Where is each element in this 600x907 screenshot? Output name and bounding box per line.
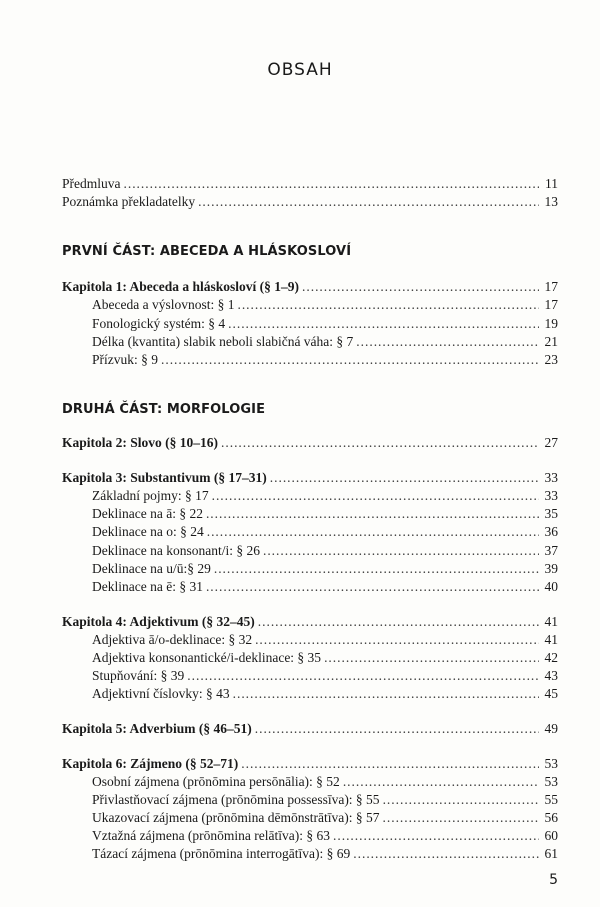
- toc-page: 60: [544, 828, 558, 843]
- toc-page: 45: [544, 686, 558, 701]
- toc-page: 27: [544, 435, 558, 450]
- toc-page: 33: [544, 470, 558, 485]
- toc-label: Deklinace na konsonant/i: § 26: [92, 543, 260, 558]
- toc-entry[interactable]: [92, 650, 558, 670]
- toc-entry[interactable]: [92, 828, 558, 848]
- toc-chapter-3[interactable]: [62, 470, 558, 490]
- toc-label: Adjektiva konsonantické/i-deklinace: § 35: [92, 650, 322, 665]
- toc-page: 61: [544, 846, 558, 861]
- toc-label: Deklinace na ē: § 31: [92, 579, 203, 594]
- toc-entry[interactable]: [92, 352, 558, 372]
- toc-label: Deklinace na u/ū:§ 29: [92, 561, 211, 576]
- toc-entry[interactable]: [92, 524, 558, 544]
- page-number: 5: [549, 872, 558, 888]
- toc-label: Abeceda a výslovnost: § 1: [92, 297, 235, 312]
- toc-label: Vztažná zájmena (prōnōmina relātīva): § 63: [92, 828, 331, 843]
- toc-page: 33: [544, 488, 558, 503]
- toc-page: 37: [544, 543, 558, 558]
- toc-entry[interactable]: [92, 506, 558, 526]
- toc-label: Poznámka překladatelky: [62, 194, 196, 209]
- toc-chapter-1[interactable]: [62, 279, 558, 299]
- toc-label: Kapitola 1: Abeceda a hláskosloví (§ 1–9): [62, 279, 300, 294]
- part-heading-2: DRUHÁ ČÁST: MORFOLOGIE: [62, 402, 266, 417]
- toc-entry[interactable]: [92, 316, 558, 336]
- toc-page: 19: [544, 316, 558, 331]
- toc-chapter-4[interactable]: [62, 614, 558, 634]
- toc-label: Kapitola 4: Adjektivum (§ 32–45): [62, 614, 255, 629]
- toc-entry[interactable]: [92, 297, 558, 317]
- toc-entry[interactable]: [92, 579, 558, 599]
- toc-entry[interactable]: [92, 792, 558, 812]
- toc-label: Deklinace na o: § 24: [92, 524, 204, 539]
- toc-label: Fonologický systém: § 4: [92, 316, 226, 331]
- toc-entry[interactable]: [92, 488, 558, 508]
- toc-label: Kapitola 3: Substantivum (§ 17–31): [62, 470, 267, 485]
- toc-chapter-6[interactable]: [62, 756, 558, 776]
- toc-page: 23: [544, 352, 558, 367]
- toc-entry[interactable]: [92, 561, 558, 581]
- toc-page: 56: [544, 810, 558, 825]
- toc-label: Přízvuk: § 9: [92, 352, 158, 367]
- toc-page: 35: [544, 506, 558, 521]
- toc-page: 41: [544, 614, 558, 629]
- toc-page: 39: [544, 561, 558, 576]
- toc-chapter-5[interactable]: [62, 721, 558, 741]
- toc-label: Tázací zájmena (prōnōmina interrogātīva): § 69: [92, 846, 351, 861]
- toc-label: Předmluva: [62, 176, 121, 191]
- toc-label: Přivlastňovací zájmena (prōnōmina possessīva): § 55: [92, 792, 380, 807]
- toc-label: Základní pojmy: § 17: [92, 488, 209, 503]
- toc-label: Adjektivní číslovky: § 43: [92, 686, 230, 701]
- toc-entry[interactable]: [92, 774, 558, 794]
- toc-page: 40: [544, 579, 558, 594]
- toc-entry[interactable]: [92, 686, 558, 706]
- toc-page: 17: [544, 297, 558, 312]
- toc-label: Deklinace na ā: § 22: [92, 506, 203, 521]
- toc-page: 49: [544, 721, 558, 736]
- toc-chapter-2[interactable]: [62, 435, 558, 455]
- toc-page: 11: [545, 176, 558, 191]
- toc-entry[interactable]: [92, 846, 558, 866]
- toc-page: 41: [544, 632, 558, 647]
- toc-page: 21: [544, 334, 558, 349]
- toc-page: 55: [544, 792, 558, 807]
- toc-entry[interactable]: [92, 810, 558, 830]
- toc-entry[interactable]: [92, 632, 558, 652]
- toc-entry[interactable]: [92, 668, 558, 688]
- toc-label: Stupňování: § 39: [92, 668, 185, 683]
- toc-label: Délka (kvantita) slabik neboli slabičná váha: § 7: [92, 334, 354, 349]
- toc-page: 42: [544, 650, 558, 665]
- toc-entry[interactable]: [92, 334, 558, 354]
- toc-entry[interactable]: [92, 543, 558, 563]
- toc-label: Adjektiva ā/o-deklinace: § 32: [92, 632, 253, 647]
- toc-label: Osobní zájmena (prōnōmina persōnālia): § 52: [92, 774, 340, 789]
- toc-page: 43: [544, 668, 558, 683]
- toc-page: 13: [544, 194, 558, 209]
- toc-entry-predmluva[interactable]: [62, 176, 558, 196]
- page-title: OBSAH: [267, 60, 333, 80]
- toc-label: Ukazovací zájmena (prōnōmina dēmōnstrātīva): § 57: [92, 810, 380, 825]
- part-heading-1: PRVNÍ ČÁST: ABECEDA A HLÁSKOSLOVÍ: [62, 244, 352, 259]
- toc-label: Kapitola 2: Slovo (§ 10–16): [62, 435, 219, 450]
- toc-label: Kapitola 5: Adverbium (§ 46–51): [62, 721, 252, 736]
- toc-page: 36: [544, 524, 558, 539]
- toc-page: 53: [544, 756, 558, 771]
- toc-page: 53: [544, 774, 558, 789]
- toc-page: 17: [544, 279, 558, 294]
- toc-label: Kapitola 6: Zájmeno (§ 52–71): [62, 756, 239, 771]
- toc-entry-poznamka[interactable]: [62, 194, 558, 214]
